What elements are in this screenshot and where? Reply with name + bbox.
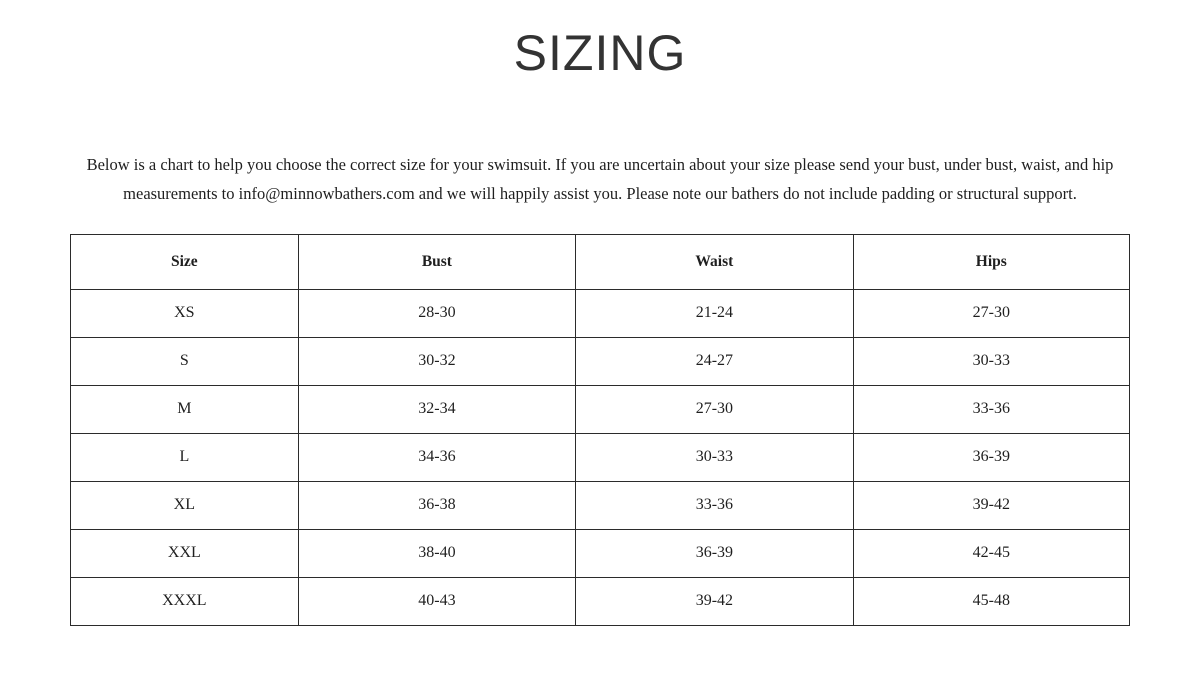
table-row xyxy=(71,337,1130,385)
cell-size: S xyxy=(71,337,299,385)
cell-hips: 33-36 xyxy=(853,385,1129,433)
cell-hips: 45-48 xyxy=(853,577,1129,625)
cell-size: XL xyxy=(71,481,299,529)
cell-waist: 24-27 xyxy=(576,337,853,385)
cell-size: M xyxy=(71,385,299,433)
cell-waist: 36-39 xyxy=(576,529,853,577)
cell-size: XXXL xyxy=(71,577,299,625)
cell-bust: 30-32 xyxy=(298,337,575,385)
size-chart-container xyxy=(70,234,1130,626)
table-row xyxy=(71,433,1130,481)
table-row xyxy=(71,577,1130,625)
cell-hips: 30-33 xyxy=(853,337,1129,385)
column-header-hips: Hips xyxy=(853,234,1129,289)
cell-bust: 40-43 xyxy=(298,577,575,625)
column-header-size: Size xyxy=(71,234,299,289)
size-chart-body xyxy=(71,289,1130,625)
cell-waist: 33-36 xyxy=(576,481,853,529)
cell-waist: 27-30 xyxy=(576,385,853,433)
size-chart-header xyxy=(71,234,1130,289)
cell-hips: 27-30 xyxy=(853,289,1129,337)
cell-bust: 34-36 xyxy=(298,433,575,481)
table-row xyxy=(71,385,1130,433)
cell-size: L xyxy=(71,433,299,481)
intro-paragraph: Below is a chart to help you choose the correct size for your swimsuit. If you are uncertain about your size please send your bust, under bust, waist, and hip measurements to info@minnowbathers.com and we will happily assist you. Please note our bathers do not include padding or structural support. xyxy=(86,155,1114,203)
cell-hips: 42-45 xyxy=(853,529,1129,577)
table-header-row xyxy=(71,234,1130,289)
cell-bust: 32-34 xyxy=(298,385,575,433)
cell-hips: 36-39 xyxy=(853,433,1129,481)
cell-waist: 21-24 xyxy=(576,289,853,337)
cell-hips: 39-42 xyxy=(853,481,1129,529)
size-chart-table xyxy=(70,234,1130,626)
cell-bust: 38-40 xyxy=(298,529,575,577)
cell-bust: 28-30 xyxy=(298,289,575,337)
cell-bust: 36-38 xyxy=(298,481,575,529)
table-row xyxy=(71,481,1130,529)
column-header-bust: Bust xyxy=(298,234,575,289)
page-title: SIZING xyxy=(513,25,687,81)
cell-size: XS xyxy=(71,289,299,337)
cell-size: XXL xyxy=(71,529,299,577)
table-row xyxy=(71,529,1130,577)
cell-waist: 30-33 xyxy=(576,433,853,481)
table-row xyxy=(71,289,1130,337)
column-header-waist: Waist xyxy=(576,234,853,289)
cell-waist: 39-42 xyxy=(576,577,853,625)
